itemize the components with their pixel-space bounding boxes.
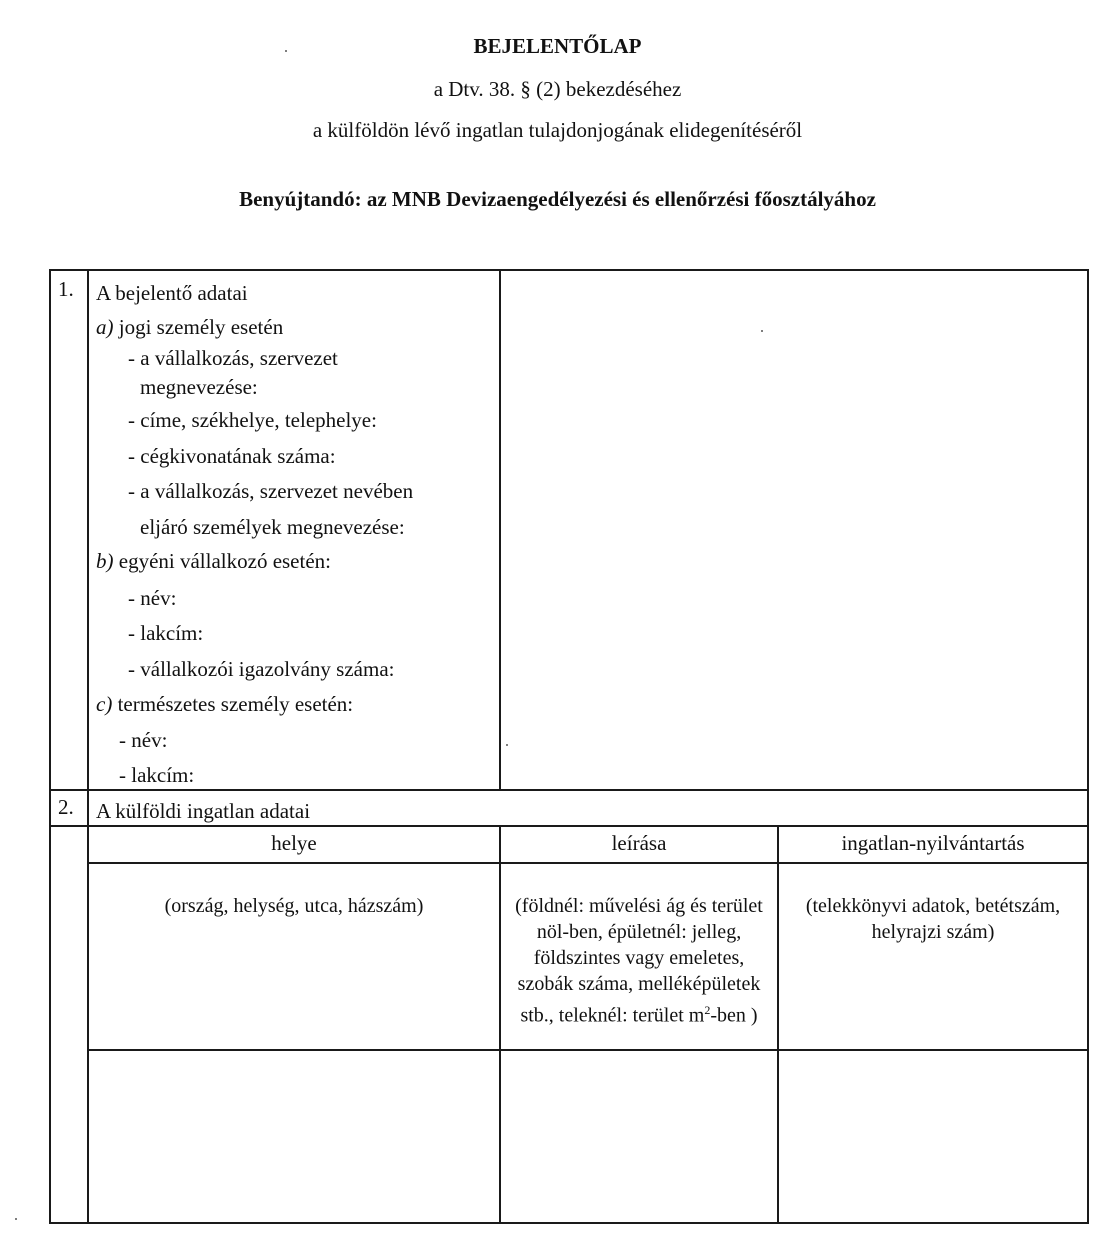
table-left-border xyxy=(49,269,51,1224)
section2-number: 2. xyxy=(58,795,74,819)
answer-cell-location[interactable] xyxy=(90,1052,498,1221)
answer-cell-description[interactable] xyxy=(502,1052,776,1221)
table-bottom-border xyxy=(49,1222,1089,1224)
field-organization-name: - a vállalkozás, szervezet xyxy=(128,346,338,370)
field-organization-name-cont: megnevezése: xyxy=(140,375,258,399)
section1-number: 1. xyxy=(58,277,74,301)
hint-description: (földnél: művelési ág és terület nöl-ben, épületnél: jelleg, földszintes vagy emeletes, szobák száma, melléképületek stb., teleknél: terület $m^2$-ben ) xyxy=(515,895,763,1027)
section2-title-divider xyxy=(49,825,1089,827)
scan-speck xyxy=(506,744,508,746)
scan-speck xyxy=(15,1218,17,1220)
form-title: BEJELENTŐLAP xyxy=(473,34,642,58)
hint-location: (ország, helység, utca, házszám) xyxy=(164,895,424,917)
column-header-divider xyxy=(88,862,1089,864)
field-sole-trader-license: - vállalkozói igazolvány száma: xyxy=(128,657,395,681)
column-header-location: helye xyxy=(271,831,317,855)
field-acting-persons-cont: eljáró személyek megnevezése: xyxy=(140,515,405,539)
form-subtitle-description: a külföldön lévő ingatlan tulajdonjogának elidegenítéséről xyxy=(312,118,803,142)
field-company-registration-number: - cégkivonatának száma: xyxy=(128,444,336,468)
field-acting-persons: - a vállalkozás, szervezet nevében xyxy=(128,479,414,503)
scan-speck xyxy=(761,330,763,332)
field-sole-trader-address: - lakcím: xyxy=(128,621,204,645)
column-divider-1 xyxy=(499,825,501,1224)
field-address: - címe, székhelye, telephelye: xyxy=(128,408,377,432)
hint-registry: (telekkönyvi adatok, betétszám, helyrajzi szám) xyxy=(805,895,1061,943)
column-divider-2 xyxy=(777,825,779,1224)
form-subtitle-law-reference: a Dtv. 38. § (2) bekezdéséhez xyxy=(433,77,682,101)
field-person-address: - lakcím: xyxy=(119,763,195,787)
scan-speck xyxy=(285,50,287,52)
submission-target: Benyújtandó: az MNB Devizaengedélyezési és ellenőrzési főosztályához xyxy=(239,187,876,211)
legal-entity-heading: a) jogi személy esetén xyxy=(96,315,284,339)
field-person-name: - név: xyxy=(119,728,168,752)
section2-title: A külföldi ingatlan adatai xyxy=(96,799,311,823)
section-divider xyxy=(49,789,1089,791)
column-header-registry: ingatlan-nyilvántartás xyxy=(841,831,1025,855)
section1-title: A bejelentő adatai xyxy=(96,281,248,305)
section1-value-divider xyxy=(499,269,501,791)
hint-row-divider xyxy=(88,1049,1089,1051)
table-right-border xyxy=(1087,269,1089,1224)
natural-person-heading: c) természetes személy esetén: xyxy=(96,692,354,716)
table-top-border xyxy=(49,269,1089,271)
answer-cell-registry[interactable] xyxy=(780,1052,1086,1221)
section1-answer-area[interactable] xyxy=(503,273,1085,787)
number-column-divider xyxy=(87,269,89,1224)
column-header-description: leírása xyxy=(611,831,667,855)
field-sole-trader-name: - név: xyxy=(128,586,177,610)
sole-trader-heading: b) egyéni vállalkozó esetén: xyxy=(96,549,331,573)
